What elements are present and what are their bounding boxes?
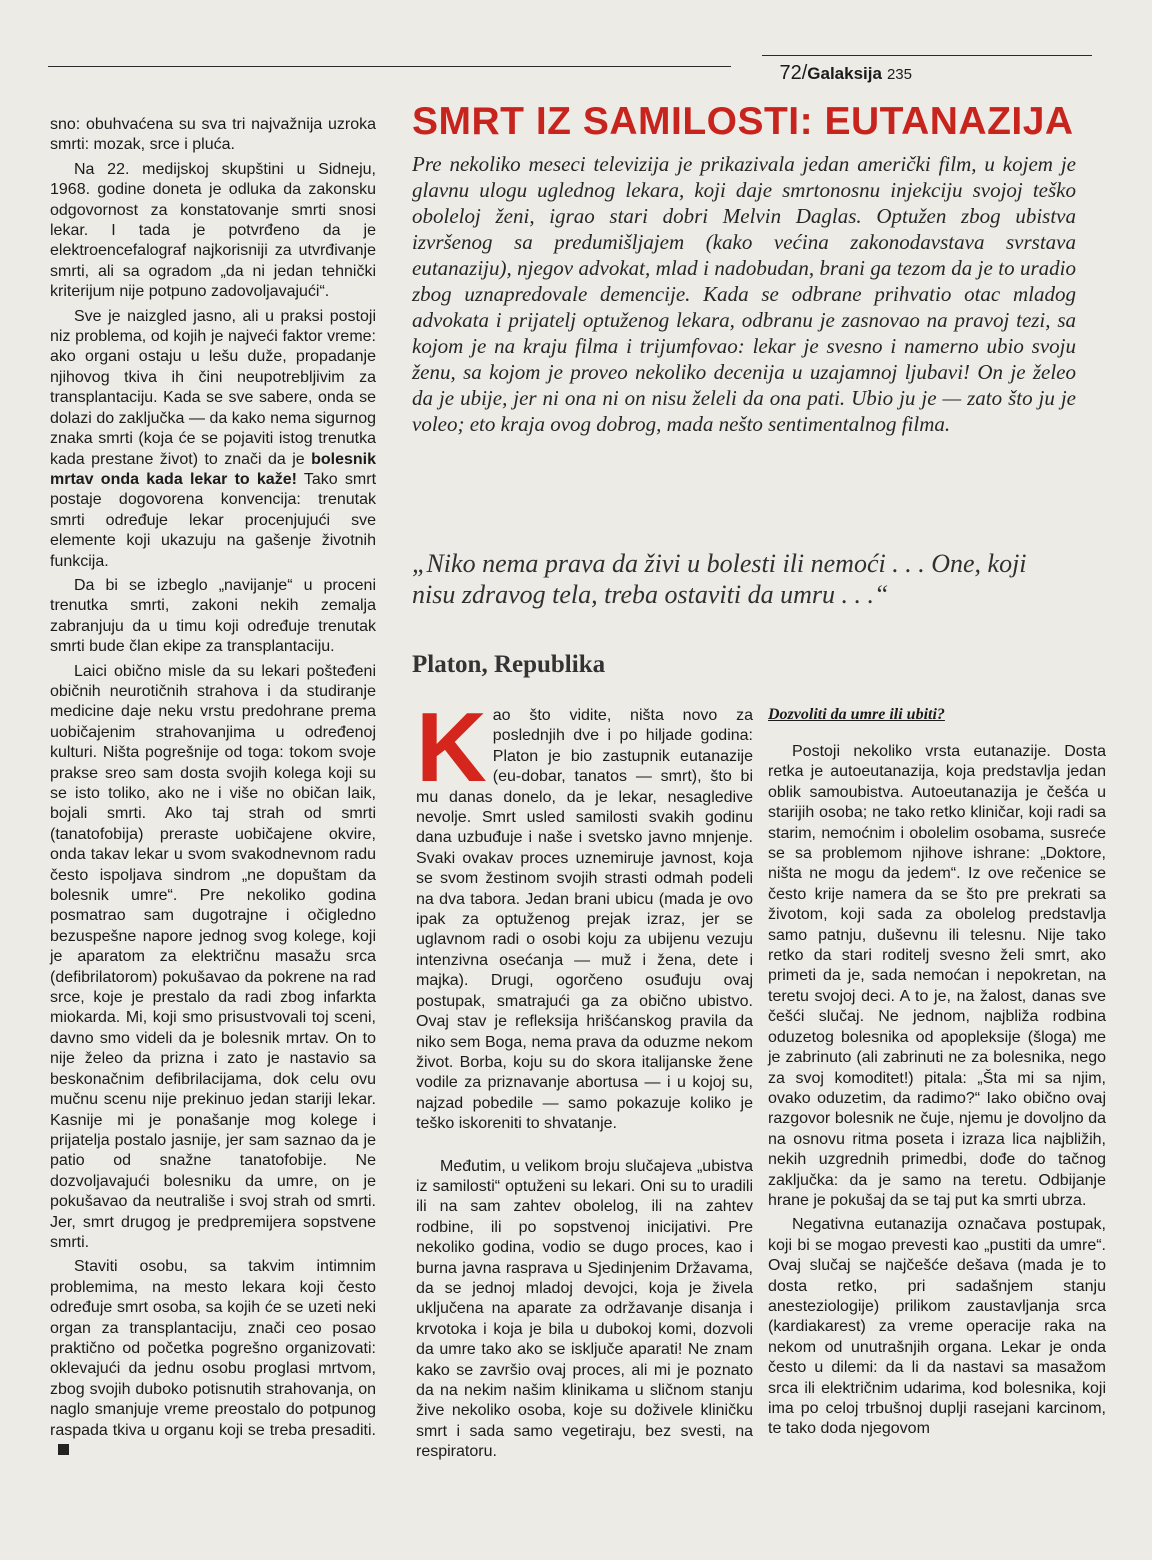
- paragraph: [50, 307, 376, 572]
- paragraph: [50, 1257, 376, 1461]
- text-run: Sve je naizgled jasno, ali u praksi postoji niz problema, od kojih je najveći faktor vreme: ako organi ostaju u lešu duže, propadanje njihovog tkiva ih čini neupotrebljivim za transplantaciju. Kada se sve sabere, onda se dolazi do zaključka — da kako nema sigurnog znaka smrti (koja će se pojaviti istog trenutka kada prestane život) to znači da je: [50, 307, 376, 468]
- article-title: SMRT IZ SAMILOSTI: EUTANAZIJA: [412, 100, 1074, 143]
- epigraph-quote: „Niko nema prava da živi u bolesti ili nemoći . . . One, koji nisu zdravog tela, treba ostaviti da umru . . .“: [412, 549, 1027, 609]
- end-of-article-mark: [58, 1444, 69, 1455]
- page-header: [779, 62, 912, 85]
- issue-number: 72: [779, 62, 802, 84]
- paragraph: Postoji nekoliko vrsta eutanazije. Dosta retka je autoeutanazija, koja predstavlja jedan oblik samoubistva. Autoeutanazija je češća u starijih osoba; ne tako retko kliničar, koji radi sa starim, nemoćnim i obolelim osobama, susreće se sa problemom njihove ishrane: „Doktore, ništa ne mogu da jedem“. Iz ove rečenice se često krije namera da se što pre prekrati sa životom, koji sada za obolelog predstavlja samo patnju, duševnu ili telesnu. Nije tako retko da stari roditelj svesno želi smrt, ako primeti da je, sada nemoćan i nepokretan, na teretu svojoj deci. A to je, na žalost, danas sve češći slučaj. Ne jednom, najbliža rodbina oduzetog bolesnika od apopleksije (šloga) me je zabrinuto (ali zabrinuti ne za bolesnika, nego za svoj komoditet!) pitala: „Šta mi sa njim, ovako oduzetim, da radimo?“ Iako obično ovaj razgovor bolesnik ne čuje, njemu je dovoljno da na osnovu ritma poseta i izraza lica najbližih, nekih uzgrednih primedbi, dođe do tačnog zaključka: da je samo na teretu. Odbijanje hrane je pokušaj da se taj put ka smrti ubrza.: [768, 743, 1106, 1209]
- paragraph: Laici obično misle da su lekari pošteđeni običnih neurotičnih strahova i da studiranje medicine daje neku vrstu predohrane prema uobičajenim strahovanjima u određenoj kulturi. Ništa pogrešnije od toga: tokom svoje prakse sreo sam dosta svojih kolega koji su se isto toliko, ako ne i više no običan laik, bojali smrti. Ako taj strah od smrti (tanatofobija) preraste uobičajene okvire, onda takav lekar u svom svakodnevnom radu često ispoljava sindrom „ne dopuštam da bolesnik umre“. Pre nekoliko godina posmatrao sam dugotrajne i očigledno bezuspešne napore jednog svog kolege, koji je aparatom za električnu masažu srca (defibrilatorom) pokušavao da pokrene na rad srce, koje je prestalo da radi zbog infarkta miokarda. Mi, koji smo prisustvovali toj sceni, davno smo videli da je bolesnik mrtav. On to nije želeo da prizna i zato je nastavio sa beskonačnim defibrilacijama, dok celu ovu mučnu scenu nije prekinuo jedan stariji lekar. Kasnije mi je ponašanje mog kolege i prijatelja postalo jasnije, jer sam saznao da je patio od snažne tanatofobije. Ne dozvoljavajući bolesniku da umre, on je pokušavao da neutrališe i svoj strah od smrti. Jer, smrt drugog je predpremijera sopstvene smrti.: [50, 662, 376, 1251]
- column-left: [50, 115, 376, 1465]
- header-rule-right: [762, 55, 1092, 56]
- paragraph: Negativna eutanazija označava postupak, koji bi se mogao prevesti kao „pustiti da umre“. Ovaj slučaj se najčešće dešava (mada je to dosta retko, pri sadašnjem stanju anesteziologije) prilikom zaustavljanja srca (kardiakarest) za vreme operacije raka na nekom od unutrašnjih organa. Lekar je onda često u dilemi: da li da nastavi sa masažom srca ili električnim udarima, kod bolesnika, koji ima po celoj trbušnoj duplji rasejani karcinom, te tako doda njegovom: [768, 1216, 1106, 1438]
- text-run: Tako smrt postaje dogovorena konvencija: trenutak smrti određuje lekar procenjujući sve elemente koji ukazuju na gašenje životnih funkcija.: [50, 470, 377, 570]
- paragraph: Da bi se izbeglo „navijanje“ u proceni trenutka smrti, zakoni nekih zemalja zabranjuju da u timu koji određuje trenutak smrti bude član ekipe za transplantaciju.: [50, 576, 376, 656]
- epigraph-author: Platon, Republika: [412, 651, 606, 678]
- paragraph: Međutim, u velikom broju slučajeva „ubistva iz samilosti“ optuženi su lekari. Oni su to uradili ili na sam zahtev obolelog, ili na zahtev rodbine, ili po sopstvenoj inicijativi. Pre nekoliko godina, vodio se dugo proces, kao i burna javna rasprava u Sjedinjenim Državama, da se jednoj mladoj devojci, koja je živela uključena na aparate za održavanje disanja i krvotoka i koja je bila u dubokoj komi, dozvoli da umre tako ako se isključe aparati! Ne znam kako se završio ovaj proces, ali mi je poznato da na nekim našim klinikama u sličnom stanju žive nekoliko osoba, koje su doživele kliničku smrt i sada samo vegetiraju, bez svesti, na respiratoru.: [416, 1157, 753, 1461]
- paragraph: Na 22. medijskoj skupštini u Sidneju, 1968. godine doneta je odluka da zakonsku odgovornost za konstatovanje smrti snosi lekar. I tada je potvrđeno da je elektroencefalograf najkorisniji za utvrđivanje smrti, ali sa ogradom „da ni jedan tehnički kriterijum nije potpuno zadovoljavajući“.: [50, 160, 376, 301]
- paragraph: [416, 692, 753, 1135]
- paragraph-gap: [416, 1139, 753, 1157]
- magazine-name: Galaksija: [807, 64, 882, 83]
- column-middle: [416, 692, 753, 1467]
- header-separator: /: [801, 62, 808, 84]
- bold-text: bolesnik mrtav onda kada lekar to kaže!: [50, 450, 376, 488]
- column-right: [768, 742, 1106, 1444]
- text-run: Staviti osobu, sa takvim intimnim problemima, na mesto lekara koji često određuje smrt osoba, sa kojih će se uzeti neki organ za transplantaciju, znači ceo posao praktično od početka pogrešno organizovati: oklevajući da jednu osobu proglasi mrtvom, zbog svojih duboko potisnutih strahovanja, on naglo smanjuje vreme preostalo do potpunog raspada tkiva u organu koji se treba presaditi.: [50, 1258, 376, 1439]
- section-subhead: Dozvoliti da umre ili ubiti?: [768, 706, 945, 723]
- drop-cap: K: [416, 692, 487, 802]
- paragraph: sno: obuhvaćena su sva tri najvažnija uzroka smrti: mozak, srce i pluća.: [50, 116, 376, 154]
- text-run: ao što vidite, ništa novo za poslednjih dve i po hiljade godina: Platon je bio zastupnik eutanazije (eu-dobar, tanatos — smrt), što bi mu danas donelo, da je lekar, nesagledive nevolje. Smrt usled samilosti svakih godinu dana uzbuđuje i naše i svetsko javno mnjenje. Svaki ovakav proces uznemiruje javnost, koja se svom žestinom svojih strasti odmah podeli na dva tabora. Jedan brani ubicu (mada je ovo ipak za optuženog prejak izraz, jer se uglavnom radi o osobi koju za ubijenu vezuju intenzivna osećanja — muž i žena, dete i majka). Drugi, ogorčeno osuđuju ovaj postupak, smatrajući ga za obično ubistvo. Ovaj stav je refleksija hrišćanskog pravila da niko sem Boga, nema prava da oduzme nekom život. Borba, koju su do skora italijanske žene vodile za priznavanje abortusa — i u kojoj su, najzad pobedile — samo pokazuje koliko je teško iskoreniti to shvatanje.: [416, 707, 753, 1133]
- page-number: 235: [886, 66, 912, 83]
- article-lede: Pre nekoliko meseci televizija je prikazivala jedan američki film, u kojem je glavnu ulogu uglednog lekara, koji daje smrtonosnu injekciju svojoj teško oboleloj ženi, igrao stari dobri Melvin Daglas. Optužen zbog ubistva izvršenog sa predumišljajem (kako većina zakonodavstava svrstava eutanaziju), njegov advokat, mlad i nadobudan, brani ga tezom da je to uradio zbog uznapredovale demencije. Kada se odbrane prihvatio otac mladog advokata i prijatelj optuženog lekara, odbranu je zasnovao na pravoj tezi, sa kojom je na kraju filma i trijumfovao: lekar je svesno i namerno ubio svoju ženu, sa kojom je proveo nekoliko decenija u uzajamnoj ljubavi! On je želeo da je ubije, jer ni ona ni on nisu želeli da ona pati. Ubio ju je — zato što ju je voleo; eto kraja ovog dobrog, mada nešto sentimentalnog filma.: [412, 152, 1076, 436]
- header-rule-left: [48, 66, 731, 67]
